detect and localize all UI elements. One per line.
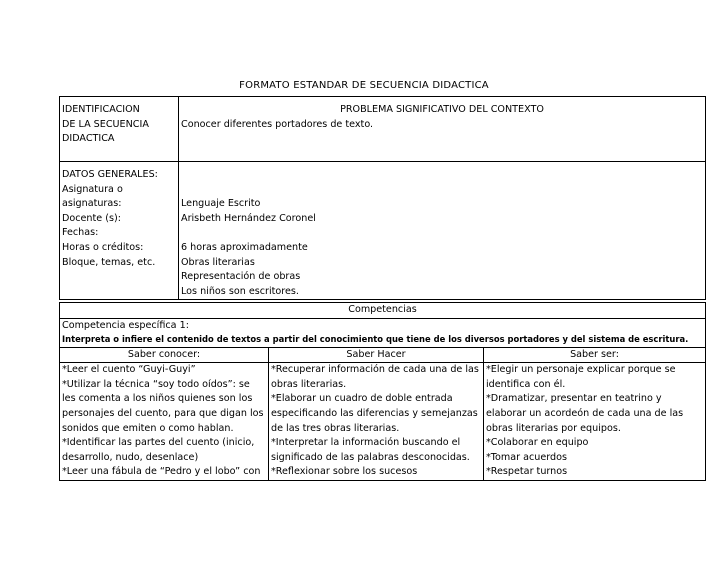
saber-hacer-line: *Interpretar la información buscando el — [271, 437, 461, 449]
saber-hacer-line: *Elaborar un cuadro de doble entrada — [271, 393, 453, 405]
general-data-values — [179, 162, 706, 300]
saber-conocer-header: Saber conocer: — [60, 347, 269, 363]
saber-ser-cell — [484, 363, 706, 481]
saber-ser-line: elaborar un acordeón de cada una de las — [486, 407, 684, 419]
saber-conocer-line: *Utilizar la técnica “soy todo oídos”: se — [62, 378, 250, 390]
general-label: asignaturas: — [62, 198, 122, 210]
competencias-header: Competencias — [60, 303, 706, 319]
general-label: Horas o créditos: — [62, 241, 144, 253]
saber-conocer-line: les comenta a los niños quienes son los — [62, 393, 253, 405]
competencia-especifica-cell — [60, 318, 706, 347]
saber-ser-line: *Tomar acuerdos — [486, 451, 567, 463]
identification-label-line: IDENTIFICACION — [62, 104, 140, 115]
identification-table — [59, 96, 706, 300]
bloque-value: Representación de obras — [181, 271, 301, 283]
saber-conocer-line: *Leer el cuento “Guyi-Guyi” — [62, 364, 196, 376]
bloque-value: Los niños son escritores. — [181, 285, 299, 297]
saber-ser-line: *Respetar turnos — [486, 466, 568, 478]
saber-hacer-line: *Recuperar información de cada una de las — [271, 364, 479, 376]
competencias-columns-row — [60, 347, 706, 363]
identification-label-cell — [60, 97, 179, 162]
saber-hacer-line: de las tres obras literarias. — [271, 422, 400, 434]
identification-label-line: DE LA SECUENCIA — [62, 118, 149, 130]
saber-ser-line: obras literarias por equipos. — [486, 422, 621, 434]
general-data-labels — [60, 162, 179, 300]
competencia-especifica-text: Interpreta o infiere el contenido de textos a partir del conocimiento que tiene de los diversos portadores y del sistema de escritura. — [62, 334, 689, 345]
general-label: Bloque, temas, etc. — [62, 256, 156, 268]
problema-header: PROBLEMA SIGNIFICATIVO DEL CONTEXTO — [340, 104, 544, 115]
competencias-header-row — [60, 303, 706, 319]
identification-value-cell — [179, 97, 706, 162]
general-label: DATOS GENERALES: — [62, 169, 158, 180]
saber-hacer-line: obras literarias. — [271, 378, 347, 390]
saber-hacer-header: Saber Hacer — [269, 347, 484, 363]
saber-conocer-line: *Leer una fábula de “Pedro y el lobo” con — [62, 466, 261, 478]
general-label: Asignatura o — [62, 183, 123, 195]
document-title: FORMATO ESTANDAR DE SECUENCIA DIDACTICA — [239, 80, 489, 91]
saber-conocer-line: *Identificar las partes del cuento (inicio, — [62, 437, 255, 449]
saber-ser-line: *Dramatizar, presentar en teatrino y — [486, 393, 662, 405]
saber-ser-line: *Elegir un personaje explicar porque se — [486, 364, 676, 376]
problema-value: Conocer diferentes portadores de texto. — [181, 118, 374, 130]
competencia-especifica-label: Competencia específica 1: — [62, 319, 189, 331]
saber-hacer-line: significado de las palabras desconocidas. — [271, 451, 470, 463]
saber-hacer-line: *Reflexionar sobre los sucesos — [271, 466, 418, 478]
saber-conocer-line: personajes del cuento, para que digan los — [62, 407, 264, 419]
horas-value: 6 horas aproximadamente — [181, 241, 308, 253]
general-data-row — [60, 162, 706, 300]
competencias-content-row — [60, 363, 706, 481]
saber-ser-header: Saber ser: — [484, 347, 706, 363]
saber-conocer-cell — [60, 363, 269, 481]
identification-row — [60, 97, 706, 162]
asignatura-value: Lenguaje Escrito — [181, 198, 261, 210]
identification-label-line: DIDACTICA — [62, 133, 115, 145]
saber-conocer-line: desarrollo, nudo, desenlace) — [62, 451, 199, 463]
general-label: Fechas: — [62, 227, 99, 239]
saber-hacer-cell — [269, 363, 484, 481]
general-label: Docente (s): — [62, 212, 121, 224]
saber-ser-line: *Colaborar en equipo — [486, 437, 589, 449]
saber-conocer-line: sonidos que emiten o como hablan. — [62, 422, 234, 434]
saber-ser-line: identifica con él. — [486, 378, 566, 390]
docente-value: Arisbeth Hernández Coronel — [181, 212, 316, 224]
saber-hacer-line: especificando las diferencias y semejanzas — [271, 407, 478, 419]
competencias-table — [59, 302, 706, 481]
competencia-especifica-row — [60, 318, 706, 347]
bloque-value: Obras literarias — [181, 256, 255, 268]
